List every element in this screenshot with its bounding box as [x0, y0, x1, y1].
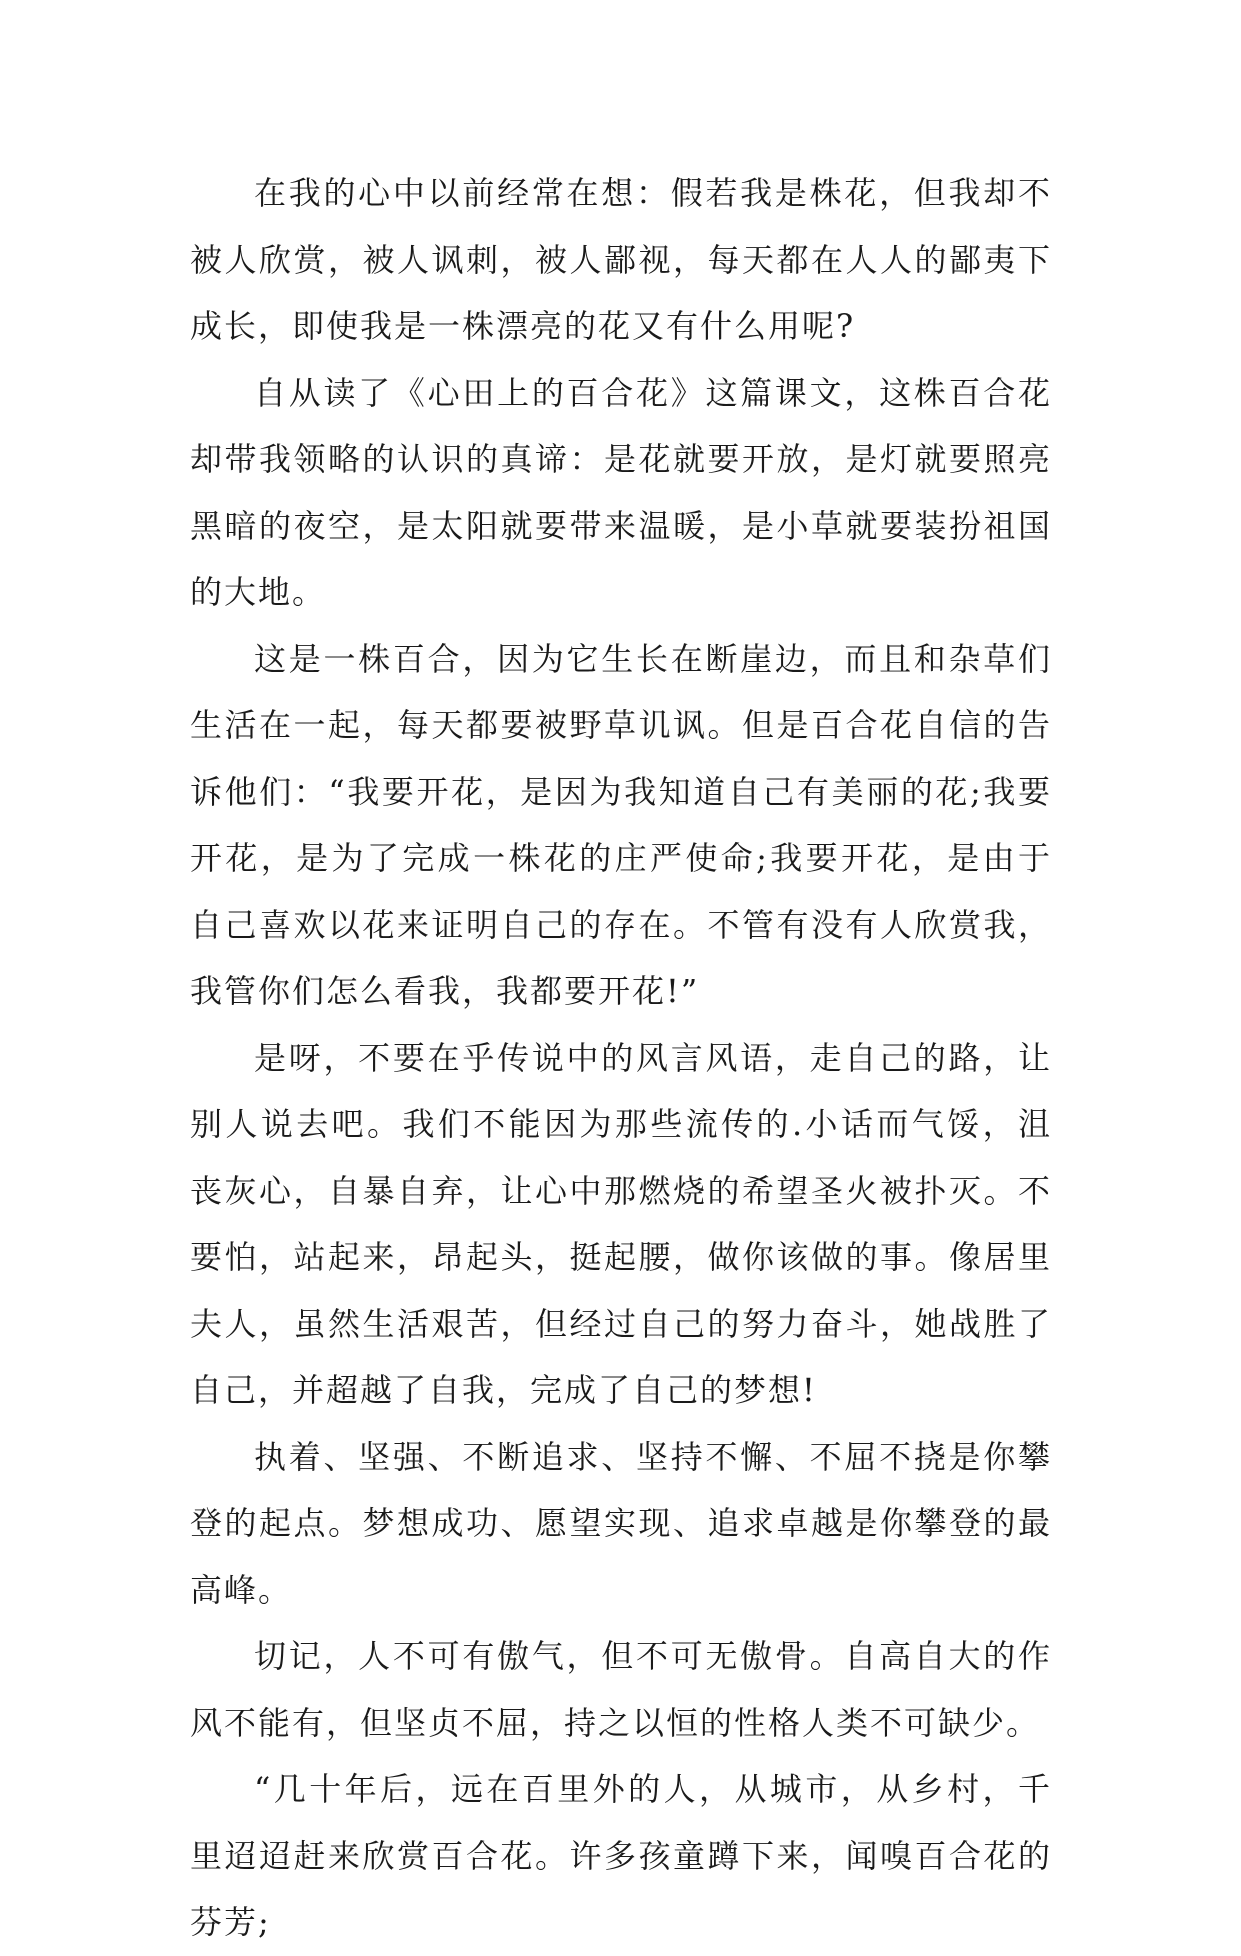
- paragraph-1: 在我的心中以前经常在想：假若我是株花，但我却不被人欣赏，被人讽刺，被人鄙视，每天都在人人的鄙夷下成长，即使我是一株漂亮的花又有什么用呢?: [190, 174, 1052, 345]
- paragraph-6: 切记，人不可有傲气，但不可无傲骨。自高自大的作风不能有，但坚贞不屈，持之以恒的性格人类不可缺少。: [190, 1637, 1052, 1742]
- document-body: [190, 160, 1052, 1956]
- paragraph-3: 这是一株百合，因为它生长在断崖边，而且和杂草们生活在一起，每天都要被野草讥讽。但是百合花自信的告诉他们：“我要开花，是因为我知道自己有美丽的花;我要开花，是为了完成一株花的庄严使命;我要开花，是由于自己喜欢以花来证明自己的存在。不管有没有人欣赏我，我管你们怎么看我，我都要开花!”: [190, 639, 1052, 1010]
- paragraph-7: “几十年后，远在百里外的人，从城市，从乡村，千里迢迢赶来欣赏百合花。许多孩童蹲下来，闻嗅百合花的芬芳;: [190, 1770, 1052, 1941]
- paragraph-5: 执着、坚强、不断追求、坚持不懈、不屈不挠是你攀登的起点。梦想成功、愿望实现、追求卓越是你攀登的最高峰。: [190, 1437, 1052, 1609]
- paragraph-2: 自从读了《心田上的百合花》这篇课文，这株百合花却带我领略的认识的真谛：是花就要开放，是灯就要照亮黑暗的夜空，是太阳就要带来温暖，是小草就要装扮祖国的大地。: [190, 373, 1052, 611]
- paragraph-4: 是呀，不要在乎传说中的风言风语，走自己的路，让别人说去吧。我们不能因为那些流传的.小话而气馁，沮丧灰心，自暴自弃，让心中那燃烧的希望圣火被扑灭。不要怕，站起来，昂起头，挺起腰，做你该做的事。像居里夫人，虽然生活艰苦，但经过自己的努力奋斗，她战胜了自己，并超越了自我，完成了自己的梦想!: [190, 1038, 1052, 1409]
